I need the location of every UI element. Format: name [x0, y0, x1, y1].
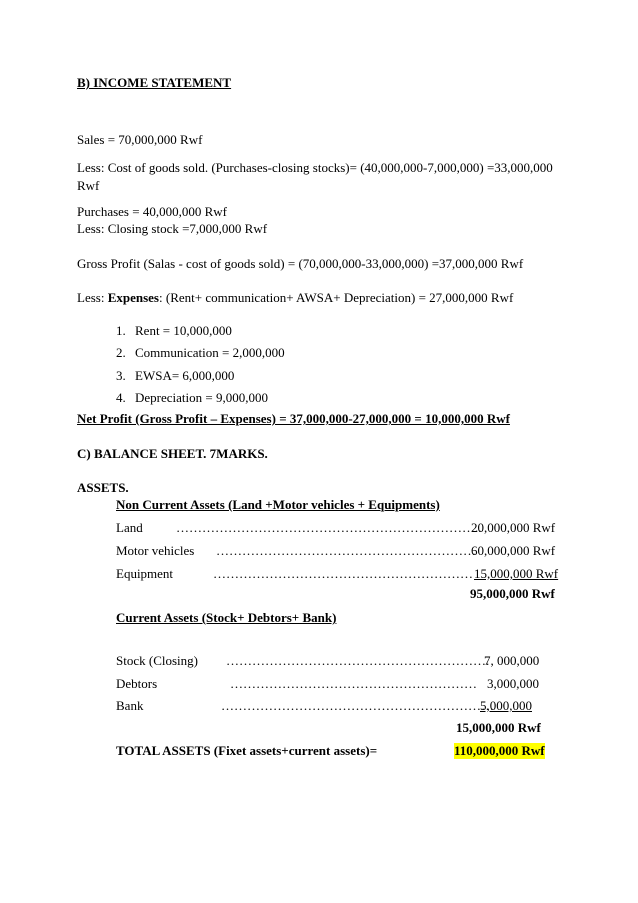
dot-leader: ……………………………………………………… [221, 698, 494, 713]
asset-label: Land [116, 520, 143, 535]
expense-item [116, 345, 285, 361]
expense-item-number: 3. [116, 368, 126, 383]
cogs-line-continued: Rwf [77, 178, 100, 193]
expense-item-text: Depreciation = 9,000,000 [135, 390, 268, 405]
asset-value: 15,000,000 Rwf [474, 566, 559, 581]
gross-profit-line: Gross Profit (Salas - cost of goods sold) = (70,000,000-33,000,000) =37,000,000 Rwf [77, 256, 524, 271]
expense-item-number: 1. [116, 323, 126, 338]
asset-row-land [116, 520, 482, 536]
income-statement-heading: B) INCOME STATEMENT [77, 75, 232, 90]
expenses-prefix: Less: [77, 290, 108, 305]
current-assets-heading: Current Assets (Stock+ Debtors+ Bank) [116, 610, 337, 625]
sales-line: Sales = 70,000,000 Rwf [77, 132, 203, 147]
asset-row-bank [116, 698, 494, 714]
purchases-line: Purchases = 40,000,000 Rwf [77, 204, 227, 219]
dot-leader: …………………………………………………… [216, 543, 476, 558]
asset-label: Equipment [116, 566, 174, 581]
net-profit-line: Net Profit (Gross Profit – Expenses) = 37,000,000-27,000,000 = 10,000,000 Rwf [77, 411, 510, 426]
expense-item-number: 4. [116, 390, 126, 405]
asset-row-motor-vehicles [116, 543, 476, 559]
current-assets-total: 15,000,000 Rwf [456, 720, 541, 735]
expense-item-number: 2. [116, 345, 126, 360]
expenses-detail: : (Rent+ communication+ AWSA+ Depreciation) = 27,000,000 Rwf [159, 290, 514, 305]
total-assets-label: TOTAL ASSETS (Fixet assets+current assets)= [116, 743, 378, 758]
asset-value: 60,000,000 Rwf [471, 543, 556, 558]
expense-item [116, 390, 268, 406]
expense-item [116, 323, 232, 339]
dot-leader: …………………………………………………… [213, 566, 473, 581]
asset-row-debtors [116, 676, 477, 692]
asset-value: 5,000,000 [480, 698, 532, 713]
closing-stock-line: Less: Closing stock =7,000,000 Rwf [77, 221, 268, 236]
expense-item [116, 368, 235, 384]
dot-leader: ……………………………………………………. [226, 653, 490, 668]
asset-value: 3,000,000 [487, 676, 539, 691]
expense-item-text: Rent = 10,000,000 [135, 323, 232, 338]
asset-row-equipment [116, 566, 473, 582]
non-current-total: 95,000,000 Rwf [470, 586, 555, 601]
asset-label: Stock (Closing) [116, 653, 198, 668]
expenses-line [77, 290, 513, 306]
asset-row-stock [116, 653, 490, 669]
assets-heading: ASSETS. [77, 480, 129, 495]
expense-item-text: Communication = 2,000,000 [135, 345, 285, 360]
expense-item-text: EWSA= 6,000,000 [135, 368, 235, 383]
asset-label: Motor vehicles [116, 543, 195, 558]
non-current-assets-heading: Non Current Assets (Land +Motor vehicles + Equipments) [116, 497, 440, 512]
expenses-label: Expenses [107, 290, 159, 305]
total-assets-value: 110,000,000 Rwf [454, 743, 545, 758]
dot-leader: ………………………………………………… [230, 676, 477, 691]
balance-sheet-heading: C) BALANCE SHEET. 7MARKS. [77, 446, 268, 461]
asset-value: 7, 000,000 [484, 653, 540, 668]
dot-leader: …………………………………………………………….. [176, 520, 482, 535]
asset-value: 20,000,000 Rwf [471, 520, 556, 535]
asset-label: Bank [116, 698, 144, 713]
asset-label: Debtors [116, 676, 158, 691]
cogs-line: Less: Cost of goods sold. (Purchases-closing stocks)= (40,000,000-7,000,000) =33,000,000 [77, 160, 553, 175]
